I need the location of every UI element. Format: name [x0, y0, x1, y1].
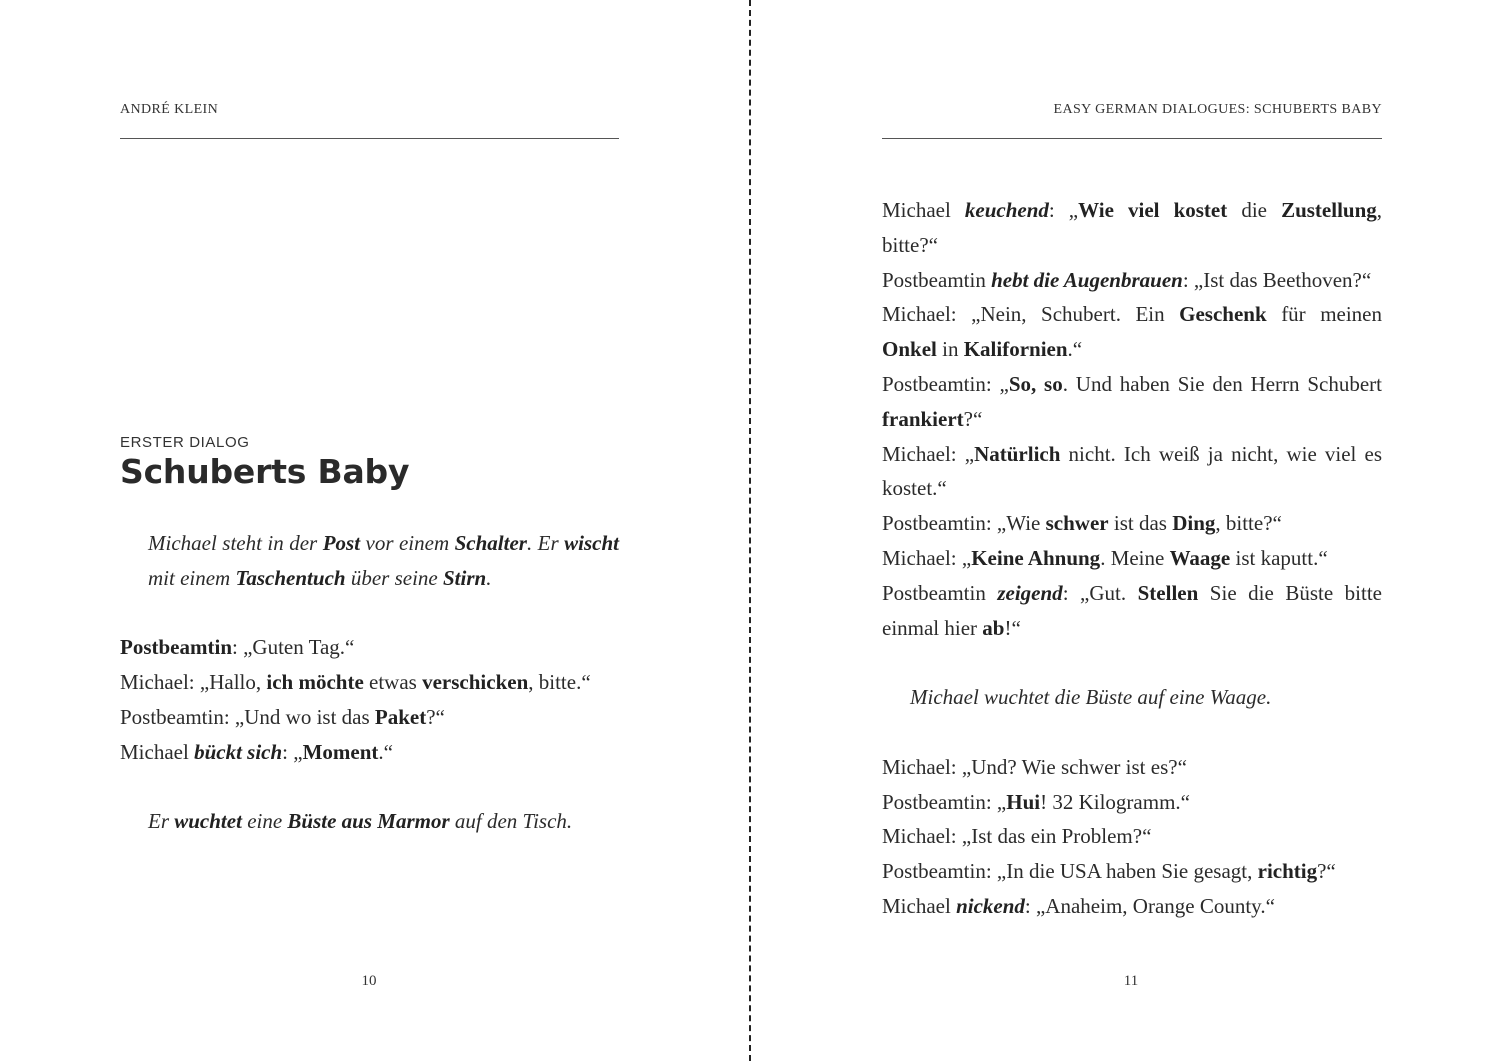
- text-run: Postbeamtin: [882, 580, 998, 605]
- emphasis-term: ich möchte: [266, 670, 364, 695]
- emphasis-term: Natürlich: [974, 441, 1061, 466]
- chapter-kicker: ERSTER DIALOG: [120, 434, 250, 451]
- stage-direction: [120, 804, 619, 839]
- text-run: vor einem: [360, 531, 455, 555]
- text-run: ist kaputt.“: [1230, 545, 1328, 570]
- text-run: . Meine: [1100, 545, 1170, 570]
- emphasis-term: Onkel: [882, 337, 937, 362]
- header-rule: [120, 138, 619, 139]
- text-run: ?“: [1317, 859, 1336, 884]
- text-run: Postbeamtin: „: [882, 371, 1009, 396]
- right-body-text: [882, 193, 1382, 924]
- emphasis-term: zeigend: [997, 580, 1063, 605]
- text-run: Michael: „Hallo,: [120, 670, 267, 695]
- text-run: Postbeamtin: „: [882, 789, 1007, 814]
- page-number: 11: [1123, 973, 1139, 989]
- emphasis-term: Kalifornien: [963, 337, 1068, 362]
- emphasis-term: wuchtet: [174, 809, 242, 834]
- text-run: ?“: [963, 406, 983, 431]
- emphasis-term: Stellen: [1137, 580, 1199, 605]
- text-run: die: [1227, 198, 1282, 222]
- emphasis-term: Keine Ahnung: [971, 545, 1101, 570]
- emphasis-term: hebt die Augenbrauen: [991, 267, 1183, 292]
- emphasis-term: Waage: [1169, 545, 1231, 570]
- text-run: .“: [1067, 337, 1083, 362]
- emphasis-term: bückt sich: [194, 739, 283, 764]
- text-run: : „: [282, 739, 303, 764]
- stage-direction: Michael wuchtet die Büste auf eine Waage.: [910, 685, 1272, 710]
- text-run: Michael: [882, 198, 965, 222]
- text-run: .“: [378, 739, 393, 764]
- text-run: Postbeamtin: „Und wo ist das: [120, 704, 375, 729]
- text-run: , bitte?“: [1215, 511, 1282, 536]
- emphasis-term: wischt: [564, 531, 620, 555]
- dialogue-line: [882, 819, 1382, 854]
- emphasis-term: Paket: [374, 704, 427, 729]
- text-run: eine: [241, 809, 288, 834]
- text-run: Michael: „: [882, 441, 975, 466]
- text-run: .: [486, 565, 492, 590]
- text-run: Michael: „: [882, 545, 972, 570]
- text-run: !“: [1004, 615, 1021, 640]
- emphasis-term: Wie viel kostet: [1078, 198, 1228, 222]
- text-run: Postbeamtin: „In die USA haben Sie gesagt,: [882, 859, 1258, 884]
- dialogue-line: [882, 437, 1382, 507]
- emphasis-term: Ding: [1172, 511, 1216, 536]
- text-run: : „Gut.: [1062, 580, 1138, 605]
- emphasis-term: Stirn: [442, 565, 487, 590]
- dialogue-line: [882, 854, 1382, 889]
- text-run: : „Guten Tag.“: [232, 635, 355, 660]
- text-run: Michael: „Nein, Schubert. Ein: [882, 302, 1180, 327]
- text-run: Michael: [120, 739, 195, 764]
- dialogue-line: [882, 297, 1382, 367]
- emphasis-term: Hui: [1006, 789, 1041, 814]
- emphasis-term: Taschentuch: [235, 565, 346, 590]
- text-run: in: [936, 337, 964, 362]
- dialogue-line: [882, 785, 1382, 820]
- dialogue-line: [882, 506, 1382, 541]
- dialogue-line: [120, 665, 619, 700]
- emphasis-term: Schalter: [454, 531, 527, 555]
- text-run: Michael: „Ist das ein Problem?“: [882, 824, 1152, 849]
- emphasis-term: schwer: [1045, 511, 1109, 536]
- text-run: . Er: [526, 531, 565, 555]
- emphasis-term: Post: [322, 531, 361, 555]
- text-run: Postbeamtin: [882, 267, 992, 292]
- text-run: Michael: „Und? Wie schwer ist es?“: [882, 754, 1187, 779]
- emphasis-term: Geschenk: [1179, 302, 1267, 327]
- dialogue-line: [882, 193, 1382, 263]
- text-run: über seine: [345, 565, 443, 590]
- emphasis-term: ab: [982, 615, 1005, 640]
- emphasis-term: Moment: [302, 739, 379, 764]
- dialogue-line: [882, 750, 1382, 785]
- emphasis-term: keuchend: [964, 198, 1049, 222]
- running-head-title: EASY GERMAN DIALOGUES: SCHUBERTS BABY: [1053, 102, 1382, 117]
- text-run: : „: [1048, 198, 1079, 222]
- text-run: nicht. Ich weiß ja nicht, wie viel es kostet.“: [882, 441, 1382, 501]
- text-run: : „Ist das Beethoven?“: [1182, 267, 1372, 292]
- dialogue-line: [882, 541, 1382, 576]
- dialogue-line: [882, 889, 1382, 924]
- right-page: [751, 0, 1500, 1061]
- text-run: auf den Tisch.: [449, 809, 573, 834]
- dialogue-line: [120, 735, 619, 770]
- text-run: Er: [148, 809, 175, 834]
- dialogue-line: [882, 367, 1382, 437]
- dialogue-line: [120, 700, 619, 735]
- text-run: ! 32 Kilogramm.“: [1040, 789, 1190, 814]
- text-run: Postbeamtin: „Wie: [882, 511, 1046, 536]
- stage-direction: [120, 526, 619, 596]
- dialogue-block: [882, 750, 1382, 924]
- emphasis-term: frankiert: [882, 406, 964, 431]
- text-run: für meinen: [1266, 302, 1382, 327]
- emphasis-term: Büste aus Marmor: [287, 809, 450, 834]
- emphasis-term: Zustellung: [1281, 198, 1377, 222]
- running-head-author: ANDRÉ KLEIN: [120, 102, 219, 117]
- dialogue-block: [882, 193, 1382, 645]
- dialogue-block: [120, 630, 619, 769]
- text-run: mit einem: [148, 565, 236, 590]
- text-run: Michael: [882, 893, 957, 918]
- header-rule: [882, 138, 1382, 139]
- dialogue-line: [882, 576, 1382, 646]
- text-run: , bitte?“: [882, 198, 1383, 257]
- text-run: , bitte.“: [528, 670, 591, 695]
- text-run: . Und haben Sie den Herrn Schubert: [1062, 371, 1382, 396]
- text-run: : „Anaheim, Orange County.“: [1024, 893, 1275, 918]
- left-page: [0, 0, 749, 1061]
- text-run: Michael steht in der: [148, 531, 323, 555]
- emphasis-term: nickend: [956, 893, 1025, 918]
- text-run: etwas: [363, 670, 423, 695]
- emphasis-term: verschicken: [422, 670, 529, 695]
- emphasis-term: Postbeamtin: [120, 635, 232, 660]
- emphasis-term: richtig: [1257, 859, 1318, 884]
- text-run: ?“: [426, 704, 445, 729]
- page-number: 10: [361, 973, 377, 989]
- chapter-title: Schuberts Baby: [120, 452, 410, 491]
- dialogue-line: [882, 263, 1382, 298]
- left-body-text: [120, 526, 619, 839]
- text-run: Sie die Büste bitte einmal hier: [882, 580, 1382, 640]
- dialogue-line: [120, 630, 619, 665]
- emphasis-term: So, so: [1008, 371, 1063, 396]
- text-run: ist das: [1108, 511, 1173, 536]
